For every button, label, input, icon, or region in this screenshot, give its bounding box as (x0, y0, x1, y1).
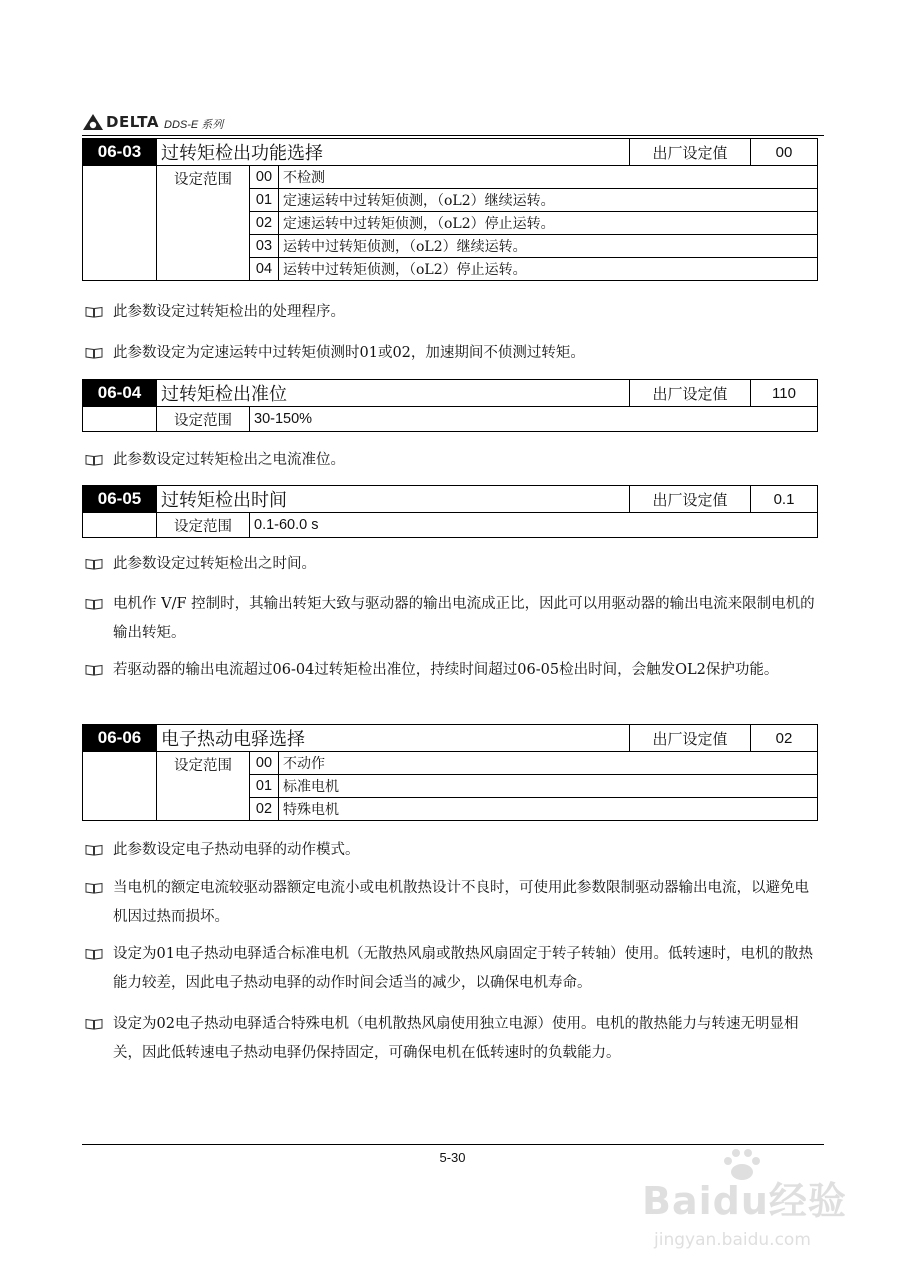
param-code: 06-05 (83, 486, 157, 513)
note-text: 设定为01电子热动电驿适合标准电机（无散热风扇或散热风扇固定于转子转轴）使用。低转速时，电机的散热能力较差，因此电子热动电驿的动作时间会适当的减少，以确保电机寿命。 (113, 946, 813, 991)
note-item (85, 874, 820, 932)
delta-triangle-icon (82, 113, 104, 131)
option-desc: 定速运转中过转矩侦测，（oL2）停止运转。 (279, 212, 818, 235)
note-text: 此参数设定电子热动电驿的动作模式。 (113, 842, 360, 858)
param-name: 过转矩检出时间 (157, 486, 630, 513)
watermark-text: Baidu经验 (642, 1179, 847, 1223)
range-label: 设定范围 (157, 752, 250, 821)
note-item (85, 339, 820, 368)
baidu-watermark (642, 1148, 862, 1268)
note-item (85, 550, 820, 579)
param-code: 06-04 (83, 380, 157, 407)
range-label: 设定范围 (157, 513, 250, 538)
option-desc: 标准电机 (279, 775, 818, 798)
note-text: 设定为02电子热动电驿适合特殊电机（电机散热风扇使用独立电源）使用。电机的散热能力与转速无明显相关，因此低转速电子热动电驿仍保持固定，可确保电机在低转速时的负载能力。 (113, 1016, 799, 1061)
option-desc: 不检测 (279, 166, 818, 189)
option-desc: 定速运转中过转矩侦测，（oL2）继续运转。 (279, 189, 818, 212)
book-icon (85, 664, 103, 676)
range-value: 0.1-60.0 s (250, 513, 818, 538)
note-item (85, 590, 820, 648)
book-icon (85, 454, 103, 466)
book-icon (85, 558, 103, 570)
param-table-06-03 (82, 138, 818, 281)
option-code: 00 (250, 752, 279, 775)
blank-cell (83, 752, 157, 821)
range-label: 设定范围 (157, 407, 250, 432)
note-text: 此参数设定过转矩检出之电流准位。 (113, 452, 345, 468)
series-label: DDS-E 系列 (164, 119, 224, 131)
param-table-06-05 (82, 485, 818, 538)
param-table-06-04 (82, 379, 818, 432)
option-code: 02 (250, 798, 279, 821)
watermark-url: jingyan.baidu.com (654, 1230, 811, 1250)
param-code: 06-06 (83, 725, 157, 752)
book-icon (85, 306, 103, 318)
default-value: 00 (751, 139, 818, 166)
param-name: 电子热动电驿选择 (157, 725, 630, 752)
blank-cell (83, 407, 157, 432)
footer-divider (82, 1144, 824, 1145)
option-code: 02 (250, 212, 279, 235)
default-value: 110 (751, 380, 818, 407)
book-icon (85, 844, 103, 856)
book-icon (85, 1018, 103, 1030)
default-label: 出厂设定值 (630, 725, 751, 752)
default-value: 02 (751, 725, 818, 752)
default-label: 出厂设定值 (630, 139, 751, 166)
option-code: 01 (250, 189, 279, 212)
option-code: 04 (250, 258, 279, 281)
page-number: 5-30 (439, 1150, 466, 1165)
option-code: 03 (250, 235, 279, 258)
param-code: 06-03 (83, 139, 157, 166)
note-text: 此参数设定过转矩检出的处理程序。 (113, 304, 345, 320)
default-value: 0.1 (751, 486, 818, 513)
brand-name: DELTA (106, 113, 159, 131)
note-item (85, 836, 820, 865)
note-text: 此参数设定过转矩检出之时间。 (113, 556, 316, 572)
param-name: 过转矩检出准位 (157, 380, 630, 407)
header-divider (82, 135, 824, 136)
note-item (85, 298, 820, 327)
range-label: 设定范围 (157, 166, 250, 281)
note-item (85, 656, 820, 685)
page-header (82, 110, 824, 136)
note-item (85, 446, 820, 475)
delta-logo (82, 112, 159, 132)
default-label: 出厂设定值 (630, 380, 751, 407)
option-desc: 特殊电机 (279, 798, 818, 821)
note-text: 当电机的额定电流较驱动器额定电流小或电机散热设计不良时，可使用此参数限制驱动器输出电流，以避免电机因过热而损坏。 (113, 880, 809, 925)
note-text: 此参数设定为定速运转中过转矩侦测时01或02，加速期间不侦测过转矩。 (113, 345, 585, 361)
range-value: 30-150% (250, 407, 818, 432)
book-icon (85, 598, 103, 610)
option-desc: 运转中过转矩侦测，（oL2）继续运转。 (279, 235, 818, 258)
note-text: 若驱动器的输出电流超过06-04过转矩检出准位，持续时间超过06-05检出时间，会触发OL2保护功能。 (113, 662, 779, 678)
default-label: 出厂设定值 (630, 486, 751, 513)
blank-cell (83, 166, 157, 281)
book-icon (85, 347, 103, 359)
param-name: 过转矩检出功能选择 (157, 139, 630, 166)
book-icon (85, 948, 103, 960)
blank-cell (83, 513, 157, 538)
option-code: 00 (250, 166, 279, 189)
book-icon (85, 882, 103, 894)
note-item (85, 940, 820, 998)
note-text: 电机作 V/F 控制时，其输出转矩大致与驱动器的输出电流成正比，因此可以用驱动器的输出电流来限制电机的输出转矩。 (113, 596, 815, 641)
note-item (85, 1010, 820, 1068)
param-table-06-06 (82, 724, 818, 821)
option-code: 01 (250, 775, 279, 798)
option-desc: 不动作 (279, 752, 818, 775)
option-desc: 运转中过转矩侦测，（oL2）停止运转。 (279, 258, 818, 281)
